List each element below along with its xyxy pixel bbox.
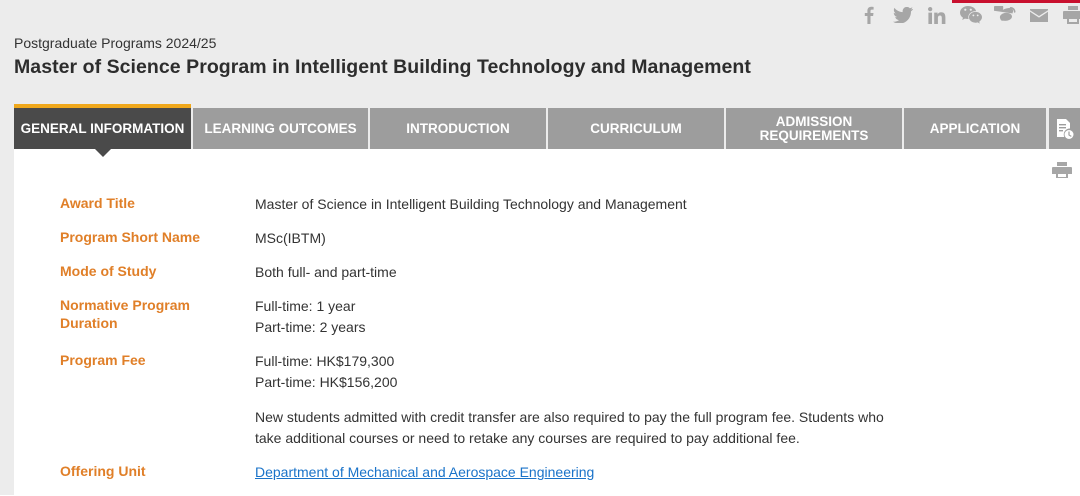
- general-information-table: [60, 194, 900, 496]
- award-title-value: Master of Science in Intelligent Building Technology and Management: [255, 196, 687, 212]
- mode-of-study-label: Mode of Study: [60, 263, 157, 279]
- tab-learning-outcomes[interactable]: [193, 108, 368, 149]
- duration-value: [255, 296, 365, 338]
- mode-of-study-value: Both full- and part-time: [255, 264, 397, 280]
- print-icon[interactable]: [1052, 161, 1072, 181]
- tab-label: CURRICULUM: [590, 120, 682, 136]
- mode-of-study-row: [60, 262, 900, 283]
- tab-label: INTRODUCTION: [406, 120, 510, 136]
- tab-introduction[interactable]: [370, 108, 546, 149]
- offering-unit-label: Offering Unit: [60, 463, 146, 479]
- print-share-icon[interactable]: [1062, 4, 1080, 26]
- tab-admission-requirements[interactable]: [726, 108, 902, 149]
- twitter-icon[interactable]: [892, 4, 914, 26]
- offering-unit-row: [60, 462, 900, 483]
- share-bar: [858, 4, 1080, 26]
- wechat-icon[interactable]: [960, 4, 982, 26]
- short-name-value: MSc(IBTM): [255, 230, 326, 246]
- email-icon[interactable]: [1028, 4, 1050, 26]
- fee-full-time: Full-time: HK$179,300: [255, 353, 395, 369]
- tab-label: LEARNING OUTCOMES: [204, 120, 357, 136]
- top-accent-bar: [952, 0, 1080, 3]
- active-tab-pointer: [95, 149, 111, 157]
- tab-bar: [14, 104, 1048, 149]
- program-fee-value: [255, 351, 890, 449]
- duration-full-time: Full-time: 1 year: [255, 298, 356, 314]
- duration-row: [60, 296, 900, 338]
- linkedin-icon[interactable]: [926, 4, 948, 26]
- tab-label: ADMISSION REQUIREMENTS: [759, 113, 869, 143]
- short-name-row: [60, 228, 900, 249]
- fee-part-time: Part-time: HK$156,200: [255, 374, 398, 390]
- document-clock-icon: [1056, 118, 1074, 140]
- program-fee-row: [60, 351, 900, 449]
- fee-note: New students admitted with credit transfer are also required to pay the full program fee. Students who take additional courses or need to retake any courses are required to pay additional fee.: [255, 409, 884, 446]
- facebook-icon[interactable]: [858, 4, 880, 26]
- offering-unit-link[interactable]: Department of Mechanical and Aerospace Engineering: [255, 464, 595, 480]
- offering-unit-value: [255, 462, 594, 483]
- tab-more[interactable]: [1049, 108, 1080, 149]
- page-title: Master of Science Program in Intelligent Building Technology and Management: [14, 56, 751, 78]
- award-title-row: [60, 194, 900, 215]
- duration-label: Normative Program Duration: [60, 297, 190, 331]
- short-name-label: Program Short Name: [60, 229, 201, 245]
- duration-part-time: Part-time: 2 years: [255, 319, 366, 335]
- award-title-label: Award Title: [60, 195, 135, 211]
- tab-label: APPLICATION: [929, 120, 1021, 136]
- tab-curriculum[interactable]: [548, 108, 724, 149]
- tab-application[interactable]: [904, 108, 1046, 149]
- tab-label: GENERAL INFORMATION: [20, 120, 185, 136]
- tab-general-information[interactable]: [14, 104, 191, 149]
- weibo-icon[interactable]: [994, 4, 1016, 26]
- program-fee-label: Program Fee: [60, 352, 146, 368]
- page-subtitle: Postgraduate Programs 2024/25: [14, 35, 217, 51]
